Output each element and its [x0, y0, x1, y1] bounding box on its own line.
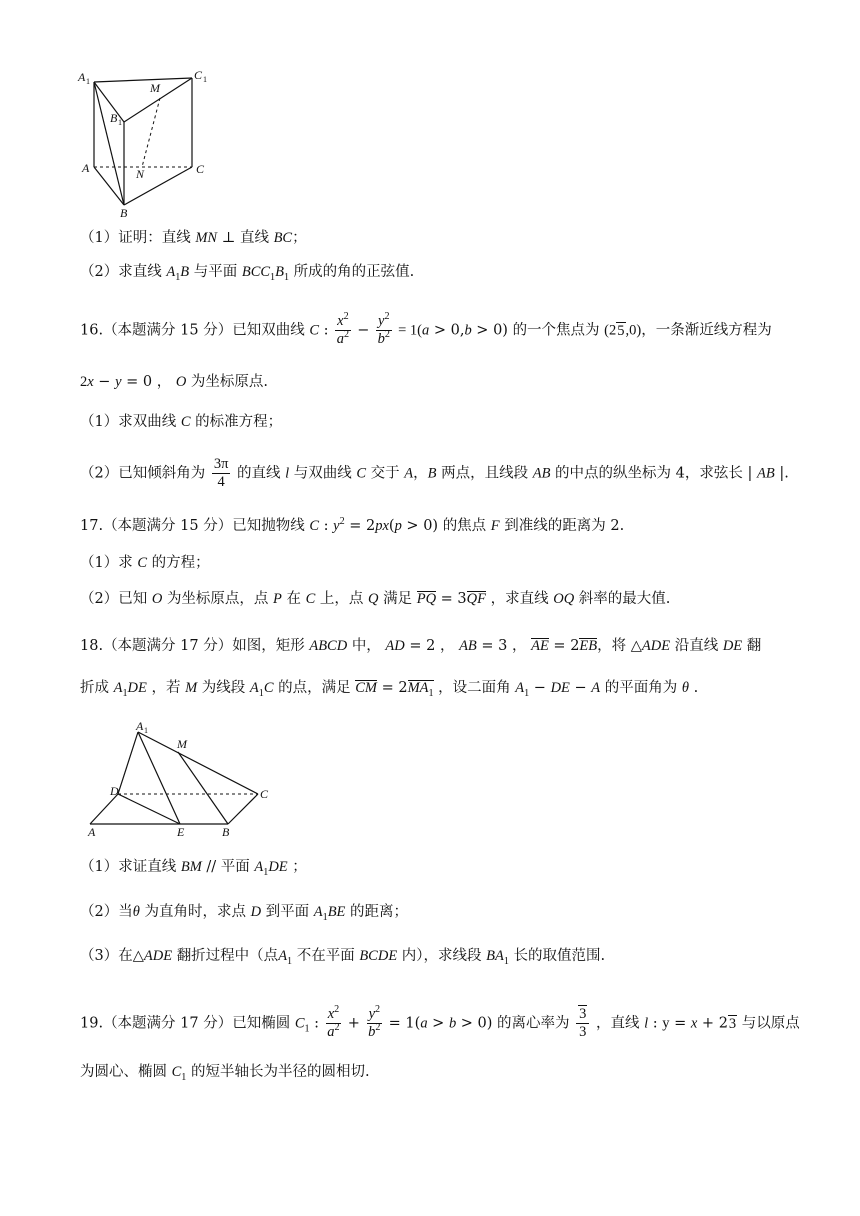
label-m: M — [150, 81, 160, 95]
label-a: A — [88, 825, 96, 839]
label-m: M — [177, 737, 187, 751]
label-e: E — [177, 825, 185, 839]
p17-part2: （2）已知 O 为坐标原点，点 P 在 C 上，点 Q 满足 PQ = 3QF ，求直线 OQ 斜率的最大值. — [80, 591, 671, 607]
p16-part1: （1）求双曲线 C 的标准方程； — [80, 414, 283, 430]
p18-part3: （3）在△ADE 翻折过程中（点$A_1$ 不在平面 BCDE 内），求线段 $BA_1$ 长的取值范围. — [80, 948, 606, 967]
p18-part2: （2）当θ 为直角时，求点 D 到平面 $A_1BE$ 的距离； — [80, 904, 409, 923]
label-a1: A — [78, 70, 86, 84]
label-d: D — [110, 784, 119, 798]
prism-figure — [70, 62, 220, 222]
label-b: B — [120, 206, 128, 220]
label-b: B — [222, 825, 230, 839]
p16-part2: （2）已知倾斜角为 $\frac{3\pi}{4}$ 的直线 l 与双曲线 C 交于 A，B 两点，且线段 AB 的中点的纵坐标为 4，求弦长 | AB |. — [80, 456, 789, 490]
p16-line2: 2x − y = 0 ， O 为坐标原点. — [80, 374, 269, 390]
p19-line2: 为圆心、椭圆 $C_1$ 的短半轴长为半径的圆相切. — [80, 1064, 370, 1083]
label-n: N — [136, 167, 145, 181]
p17-part1: （1）求 C 的方程； — [80, 555, 210, 571]
label-c: C — [260, 787, 269, 801]
label-a: A — [82, 161, 90, 175]
p15-part1: （1）证明：直线 MN ⊥ 直线 BC； — [80, 230, 307, 246]
p18-line2: 折成 $A_1DE$ ，若 M 为线段 $A_1C$ 的点，满足 CM = $2MA_1$ ，设二面角 $A_1$ − DE − A 的平面角为 θ . — [80, 680, 699, 699]
label-sub: 1 — [203, 75, 207, 84]
fold-figure — [80, 718, 280, 843]
label-c1: C — [194, 68, 203, 82]
label-c: C — [196, 162, 205, 176]
p18-line1: 18.（本题满分 17 分）如图，矩形 ABCD 中， AD = 2 ， AB = 3 ， AE = 2EB，将 △ADE 沿直线 DE 翻 — [80, 638, 762, 654]
p19-line1: 19.（本题满分 17 分）已知椭圆 $C_1$ : $\frac{x^2}{a^2}$ + $\frac{y^2}{b^2}$ = 1(a > b > 0) 的离心率为 $\frac{3}{3}$ ，直线 l : y = x + 23 与以原点 — [80, 1004, 800, 1040]
p17-line1: 17.（本题满分 15 分）已知抛物线 C : $y^2 = 2px(p > 0)$ 的焦点 F 到准线的距离为 2. — [80, 516, 625, 534]
p18-part1: （1）求证直线 BM // 平面 $A_1DE$ ； — [80, 859, 307, 878]
label-b1: B — [110, 111, 118, 125]
p16-line1: 16.（本题满分 15 分）已知双曲线 C : $\frac{x^2}{a^2}$ − $\frac{y^2}{b^2}$ = 1(a > 0,b > 0) 的一个焦点为 (25,0)，一条渐近线方程为 — [80, 311, 772, 347]
label-sub: 1 — [144, 726, 148, 735]
label-sub: 1 — [118, 118, 122, 127]
p15-part2: （2）求直线 $A_1B$ 与平面 $BCC_1B_1$ 所成的角的正弦值. — [80, 264, 415, 283]
label-a1: A — [136, 719, 144, 733]
label-sub: 1 — [86, 77, 90, 86]
